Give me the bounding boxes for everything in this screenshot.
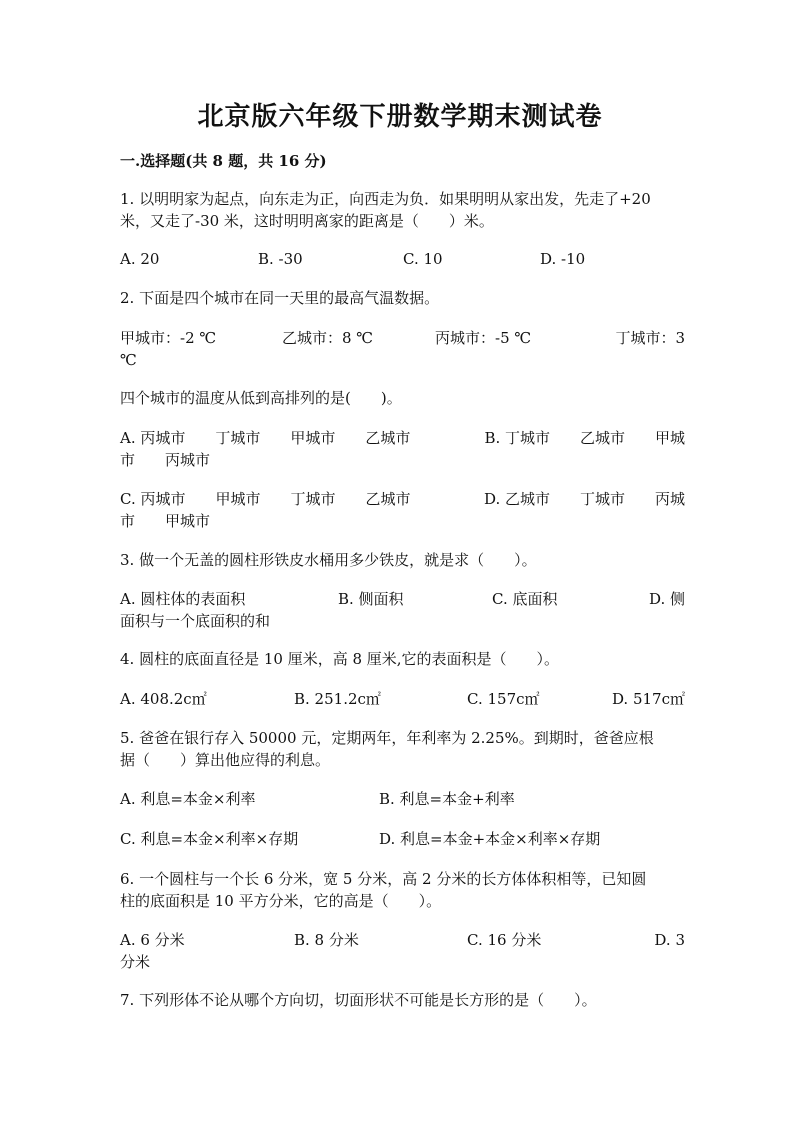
question-6-option-b: B. 8 分米 — [294, 931, 359, 949]
question-6-text-line-2: 柱的底面积是 10 平方分米，它的高是（ ）。 — [120, 892, 442, 910]
question-2-option-a: A. 丙城市 丁城市 甲城市 乙城市 — [120, 429, 411, 447]
question-1-text-line-1: 1. 以明明家为起点，向东走为正，向西走为负．如果明明从家出发，先走了+20 — [120, 190, 651, 208]
question-5-option-b: B. 利息=本金+利率 — [379, 790, 515, 808]
question-5-option-d: D. 利息=本金+本金×利率×存期 — [379, 830, 601, 848]
question-4-option-a: A. 408.2c㎡ — [120, 690, 207, 708]
question-3-option-a: A. 圆柱体的表面积 — [120, 590, 246, 608]
question-2-option-c: C. 丙城市 甲城市 丁城市 乙城市 — [120, 490, 411, 508]
question-6-option-d-wrap: 分米 — [120, 953, 151, 971]
question-5-option-a: A. 利息=本金×利率 — [120, 790, 256, 808]
page-title: 北京版六年级下册数学期末测试卷 — [197, 102, 603, 132]
question-3-option-d: D. 侧 — [648, 590, 685, 608]
question-2-option-d-wrap: 市 甲城市 — [120, 512, 211, 530]
question-1-option-d: D. -10 — [540, 250, 586, 268]
question-7-text: 7. 下列形体不论从哪个方向切，切面形状不可能是长方形的是（ ）。 — [120, 991, 597, 1009]
question-2-option-d: D. 乙城市 丁城市 丙城 — [483, 490, 685, 508]
question-6-option-d: D. 3 — [654, 931, 685, 949]
question-4-option-c: C. 157c㎡ — [467, 690, 540, 708]
question-2-prompt: 四个城市的温度从低到高排列的是( )。 — [120, 389, 402, 407]
question-5-option-c: C. 利息=本金×利率×存期 — [120, 830, 299, 848]
question-1-option-c: C. 10 — [403, 250, 443, 268]
question-3-option-d-wrap: 面积与一个底面积的和 — [120, 612, 271, 630]
city-temp-bing: 丙城市：-5 ℃ — [435, 329, 532, 347]
question-1-option-a: A. 20 — [120, 250, 160, 268]
section-heading: 一.选择题(共 8 题，共 16 分) — [120, 152, 327, 170]
city-temp-jia: 甲城市：-2 ℃ — [120, 329, 217, 347]
question-3-option-c: C. 底面积 — [492, 590, 558, 608]
question-3-option-b: B. 侧面积 — [338, 590, 404, 608]
question-6-text-line-1: 6. 一个圆柱与一个长 6 分米，宽 5 分米，高 2 分米的长方体体积相等，已知圆 — [120, 870, 647, 888]
question-6-option-c: C. 16 分米 — [467, 931, 542, 949]
city-temp-unit-wrap: ℃ — [120, 351, 137, 369]
question-1-text-line-2: 米，又走了-30 米，这时明明离家的距离是（ ）米。 — [120, 212, 494, 230]
question-2-option-b: B. 丁城市 乙城市 甲城 — [484, 429, 685, 447]
city-temp-yi: 乙城市：8 ℃ — [282, 329, 374, 347]
question-5-text-line-1: 5. 爸爸在银行存入 50000 元，定期两年，年利率为 2.25%。到期时，爸爸应根 — [120, 729, 654, 747]
question-2-option-b-wrap: 市 丙城市 — [120, 451, 211, 469]
question-1-option-b: B. -30 — [258, 250, 303, 268]
question-4-option-d: D. 517c㎡ — [611, 690, 685, 708]
city-temp-ding: 丁城市：3 — [615, 329, 685, 347]
question-5-text-line-2: 据（ ）算出他应得的利息。 — [120, 751, 331, 769]
question-3-text: 3. 做一个无盖的圆柱形铁皮水桶用多少铁皮，就是求（ ）。 — [120, 551, 537, 569]
question-4-text: 4. 圆柱的底面直径是 10 厘米，高 8 厘米,它的表面积是（ ）。 — [120, 650, 560, 668]
question-4-option-b: B. 251.2c㎡ — [294, 690, 381, 708]
question-6-option-a: A. 6 分米 — [120, 931, 185, 949]
question-2-text-line-1: 2. 下面是四个城市在同一天里的最高气温数据。 — [120, 289, 440, 307]
